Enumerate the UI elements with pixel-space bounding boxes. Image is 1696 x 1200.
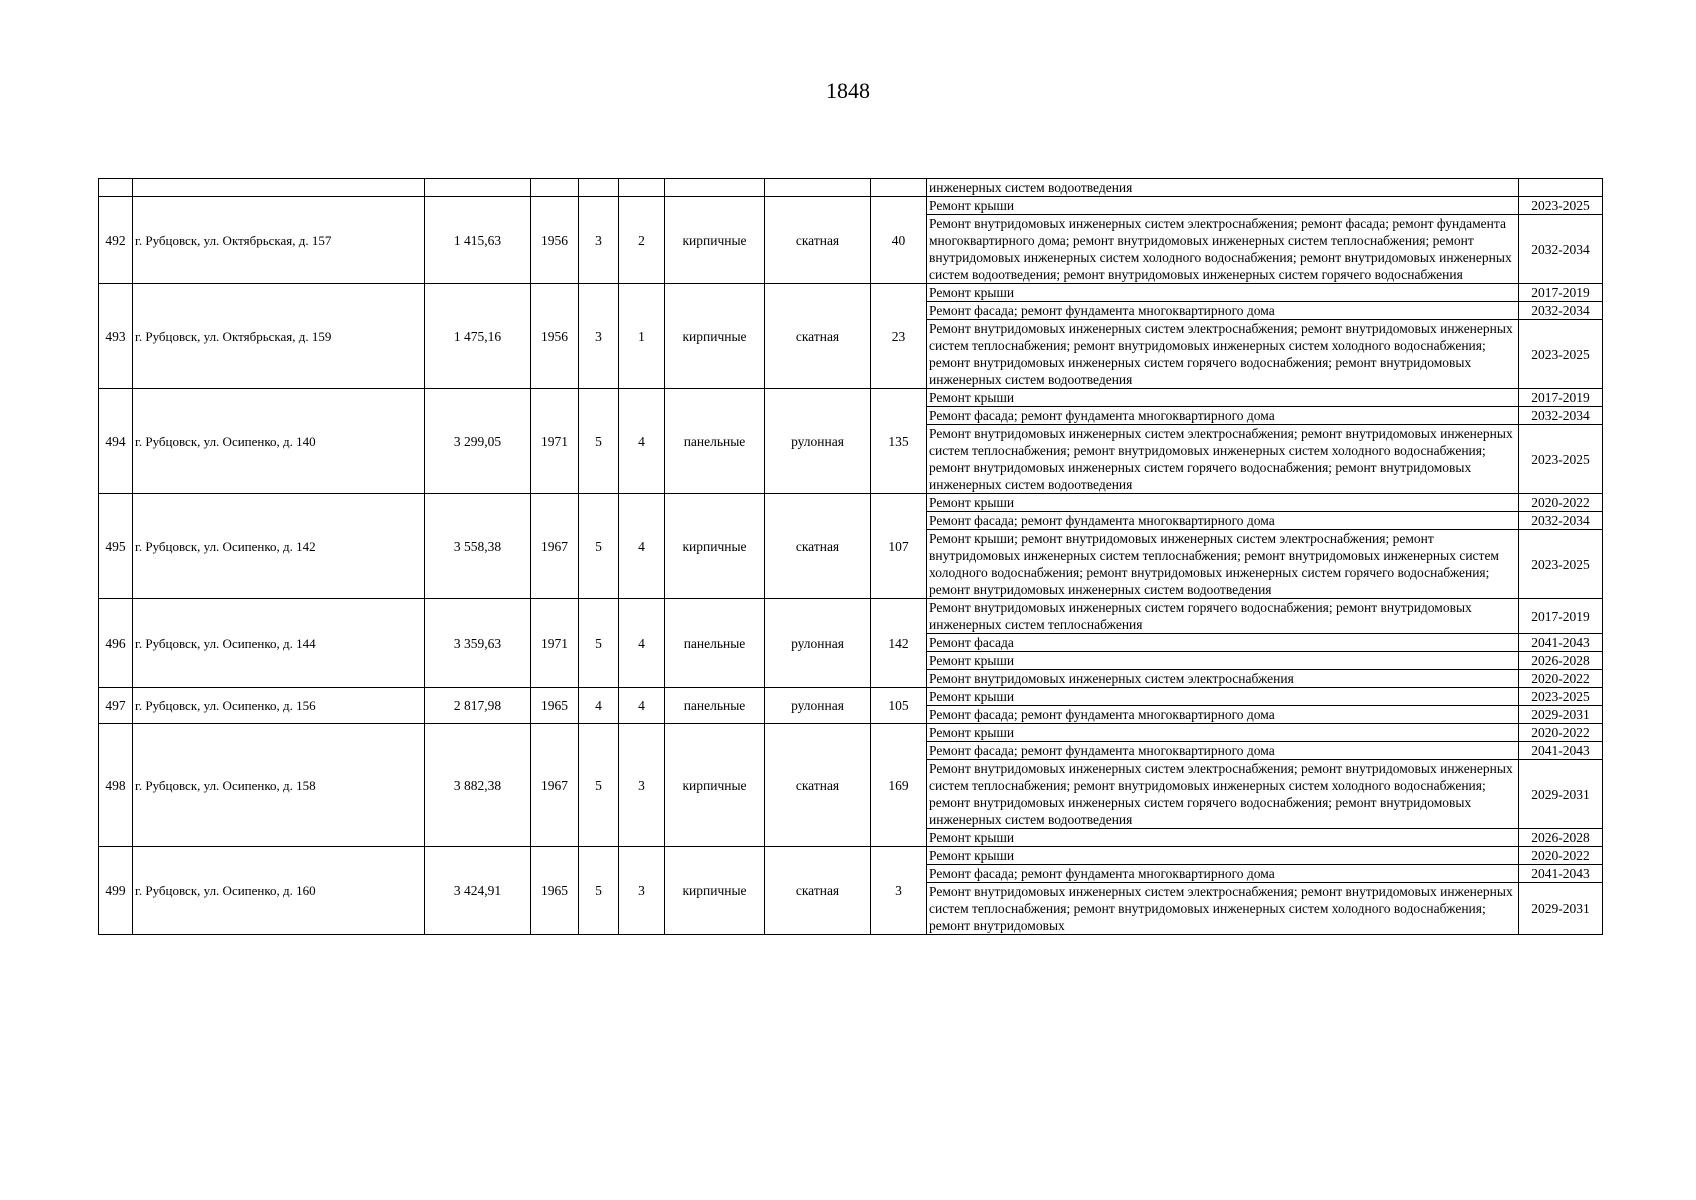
building-residents: 3 (871, 847, 927, 935)
table-body (99, 179, 1603, 935)
building-roof: рулонная (765, 688, 871, 724)
work-period: 2023-2025 (1519, 688, 1603, 706)
work-description: Ремонт фасада; ремонт фундамента многоквартирного дома (927, 742, 1519, 760)
work-period: 2017-2019 (1519, 599, 1603, 634)
work-description: Ремонт крыши (927, 284, 1519, 302)
building-residents: 23 (871, 284, 927, 389)
building-number: 499 (99, 847, 133, 935)
work-period: 2032-2034 (1519, 407, 1603, 425)
work-period: 2023-2025 (1519, 530, 1603, 599)
work-description: Ремонт крыши; ремонт внутридомовых инженерных систем электроснабжения; ремонт внутридомовых инженерных систем теплоснабжения; ремонт внутридомовых инженерных систем холодного водоснабжения; ремонт внутридомовых инженерных систем горячего водоснабжения; ремонт внутридомовых инженерных систем водоотведения (927, 530, 1519, 599)
building-floors: 5 (579, 389, 619, 494)
building-area: 3 882,38 (425, 724, 531, 847)
table-row (99, 284, 1603, 302)
building-area: 3 299,05 (425, 389, 531, 494)
building-address: г. Рубцовск, ул. Осипенко, д. 144 (133, 599, 425, 688)
building-year: 1965 (531, 847, 579, 935)
building-entrances: 3 (619, 724, 665, 847)
building-walls: кирпичные (665, 284, 765, 389)
building-number: 497 (99, 688, 133, 724)
building-year: 1965 (531, 688, 579, 724)
building-number: 493 (99, 284, 133, 389)
work-description: Ремонт фасада; ремонт фундамента многоквартирного дома (927, 407, 1519, 425)
building-area: 3 424,91 (425, 847, 531, 935)
table-row (99, 599, 1603, 634)
work-period: 2041-2043 (1519, 742, 1603, 760)
building-address: г. Рубцовск, ул. Осипенко, д. 160 (133, 847, 425, 935)
work-description: Ремонт крыши (927, 652, 1519, 670)
building-walls: кирпичные (665, 847, 765, 935)
work-description: Ремонт крыши (927, 197, 1519, 215)
building-roof: скатная (765, 197, 871, 284)
building-residents: 40 (871, 197, 927, 284)
table-row (99, 197, 1603, 215)
table-row (99, 847, 1603, 865)
building-floors: 3 (579, 284, 619, 389)
work-period: 2023-2025 (1519, 197, 1603, 215)
cell-empty (1519, 179, 1603, 197)
building-roof: скатная (765, 724, 871, 847)
cell-empty (531, 179, 579, 197)
table-row-fragment (99, 179, 1603, 197)
work-description: Ремонт внутридомовых инженерных систем электроснабжения; ремонт внутридомовых инженерных систем теплоснабжения; ремонт внутридомовых инженерных систем холодного водоснабжения; ремонт внутридомовых (927, 883, 1519, 935)
work-period: 2017-2019 (1519, 284, 1603, 302)
work-period: 2017-2019 (1519, 389, 1603, 407)
building-floors: 5 (579, 724, 619, 847)
building-walls: панельные (665, 389, 765, 494)
table-row (99, 494, 1603, 512)
cell-empty (579, 179, 619, 197)
building-roof: скатная (765, 284, 871, 389)
work-description: Ремонт внутридомовых инженерных систем электроснабжения; ремонт внутридомовых инженерных систем теплоснабжения; ремонт внутридомовых инженерных систем холодного водоснабжения; ремонт внутридомовых инженерных систем горячего водоснабжения; ремонт внутридомовых инженерных систем водоотведения (927, 760, 1519, 829)
building-year: 1967 (531, 494, 579, 599)
building-residents: 169 (871, 724, 927, 847)
building-floors: 3 (579, 197, 619, 284)
building-number: 494 (99, 389, 133, 494)
work-period: 2026-2028 (1519, 652, 1603, 670)
work-description: Ремонт крыши (927, 688, 1519, 706)
building-entrances: 1 (619, 284, 665, 389)
work-description: Ремонт фасада (927, 634, 1519, 652)
work-description: Ремонт фасада; ремонт фундамента многоквартирного дома (927, 512, 1519, 530)
cell-empty (871, 179, 927, 197)
work-period: 2032-2034 (1519, 512, 1603, 530)
work-period: 2020-2022 (1519, 847, 1603, 865)
building-floors: 5 (579, 847, 619, 935)
cell-empty (425, 179, 531, 197)
building-residents: 105 (871, 688, 927, 724)
building-walls: панельные (665, 688, 765, 724)
building-year: 1956 (531, 197, 579, 284)
work-description: Ремонт внутридомовых инженерных систем электроснабжения; ремонт внутридомовых инженерных систем теплоснабжения; ремонт внутридомовых инженерных систем холодного водоснабжения; ремонт внутридомовых инженерных систем горячего водоснабжения; ремонт внутридомовых инженерных систем водоотведения (927, 425, 1519, 494)
building-year: 1967 (531, 724, 579, 847)
work-period: 2029-2031 (1519, 706, 1603, 724)
table-row (99, 724, 1603, 742)
page-number: 1848 (826, 78, 870, 103)
work-period: 2023-2025 (1519, 320, 1603, 389)
building-walls: панельные (665, 599, 765, 688)
building-number: 496 (99, 599, 133, 688)
work-period: 2041-2043 (1519, 634, 1603, 652)
building-year: 1956 (531, 284, 579, 389)
cell-empty (765, 179, 871, 197)
repair-program-table (98, 178, 1603, 935)
building-floors: 5 (579, 494, 619, 599)
work-period: 2020-2022 (1519, 494, 1603, 512)
cell-empty (619, 179, 665, 197)
work-period: 2032-2034 (1519, 302, 1603, 320)
work-period: 2029-2031 (1519, 760, 1603, 829)
work-period: 2029-2031 (1519, 883, 1603, 935)
building-residents: 135 (871, 389, 927, 494)
building-roof: скатная (765, 847, 871, 935)
work-description: Ремонт внутридомовых инженерных систем электроснабжения; ремонт фасада; ремонт фундамента многоквартирного дома; ремонт внутридомовых инженерных систем теплоснабжения; ремонт внутридомовых инженерных систем холодного водоснабжения; ремонт внутридомовых инженерных систем водоотведения; ремонт внутридомовых инженерных систем горячего водоснабжения (927, 215, 1519, 284)
building-number: 492 (99, 197, 133, 284)
building-entrances: 3 (619, 847, 665, 935)
building-roof: скатная (765, 494, 871, 599)
work-description: Ремонт крыши (927, 847, 1519, 865)
building-entrances: 4 (619, 599, 665, 688)
building-year: 1971 (531, 599, 579, 688)
work-description: Ремонт крыши (927, 724, 1519, 742)
work-description: Ремонт внутридомовых инженерных систем электроснабжения (927, 670, 1519, 688)
building-walls: кирпичные (665, 724, 765, 847)
building-residents: 142 (871, 599, 927, 688)
building-address: г. Рубцовск, ул. Осипенко, д. 156 (133, 688, 425, 724)
building-number: 495 (99, 494, 133, 599)
building-entrances: 4 (619, 494, 665, 599)
work-description: Ремонт внутридомовых инженерных систем горячего водоснабжения; ремонт внутридомовых инженерных систем теплоснабжения (927, 599, 1519, 634)
building-entrances: 2 (619, 197, 665, 284)
work-description: Ремонт внутридомовых инженерных систем электроснабжения; ремонт внутридомовых инженерных систем теплоснабжения; ремонт внутридомовых инженерных систем холодного водоснабжения; ремонт внутридомовых инженерных систем горячего водоснабжения; ремонт внутридомовых инженерных систем водоотведения (927, 320, 1519, 389)
building-walls: кирпичные (665, 197, 765, 284)
building-residents: 107 (871, 494, 927, 599)
building-address: г. Рубцовск, ул. Осипенко, д. 142 (133, 494, 425, 599)
building-entrances: 4 (619, 688, 665, 724)
cell-empty (665, 179, 765, 197)
work-description: Ремонт фасада; ремонт фундамента многоквартирного дома (927, 706, 1519, 724)
building-area: 3 359,63 (425, 599, 531, 688)
work-period: 2020-2022 (1519, 724, 1603, 742)
work-description: Ремонт крыши (927, 389, 1519, 407)
building-roof: рулонная (765, 389, 871, 494)
building-area: 1 475,16 (425, 284, 531, 389)
work-period: 2026-2028 (1519, 829, 1603, 847)
building-address: г. Рубцовск, ул. Октябрьская, д. 159 (133, 284, 425, 389)
cell-empty (133, 179, 425, 197)
building-floors: 5 (579, 599, 619, 688)
building-roof: рулонная (765, 599, 871, 688)
cell-empty (99, 179, 133, 197)
building-entrances: 4 (619, 389, 665, 494)
building-floors: 4 (579, 688, 619, 724)
building-area: 2 817,98 (425, 688, 531, 724)
building-address: г. Рубцовск, ул. Осипенко, д. 140 (133, 389, 425, 494)
work-description: Ремонт фасада; ремонт фундамента многоквартирного дома (927, 865, 1519, 883)
table-row (99, 688, 1603, 706)
work-description: инженерных систем водоотведения (927, 179, 1519, 197)
building-address: г. Рубцовск, ул. Осипенко, д. 158 (133, 724, 425, 847)
work-period: 2023-2025 (1519, 425, 1603, 494)
building-number: 498 (99, 724, 133, 847)
building-address: г. Рубцовск, ул. Октябрьская, д. 157 (133, 197, 425, 284)
work-period: 2032-2034 (1519, 215, 1603, 284)
building-area: 3 558,38 (425, 494, 531, 599)
building-walls: кирпичные (665, 494, 765, 599)
table-row (99, 389, 1603, 407)
building-area: 1 415,63 (425, 197, 531, 284)
work-description: Ремонт фасада; ремонт фундамента многоквартирного дома (927, 302, 1519, 320)
work-description: Ремонт крыши (927, 829, 1519, 847)
work-period: 2020-2022 (1519, 670, 1603, 688)
building-year: 1971 (531, 389, 579, 494)
work-period: 2041-2043 (1519, 865, 1603, 883)
work-description: Ремонт крыши (927, 494, 1519, 512)
